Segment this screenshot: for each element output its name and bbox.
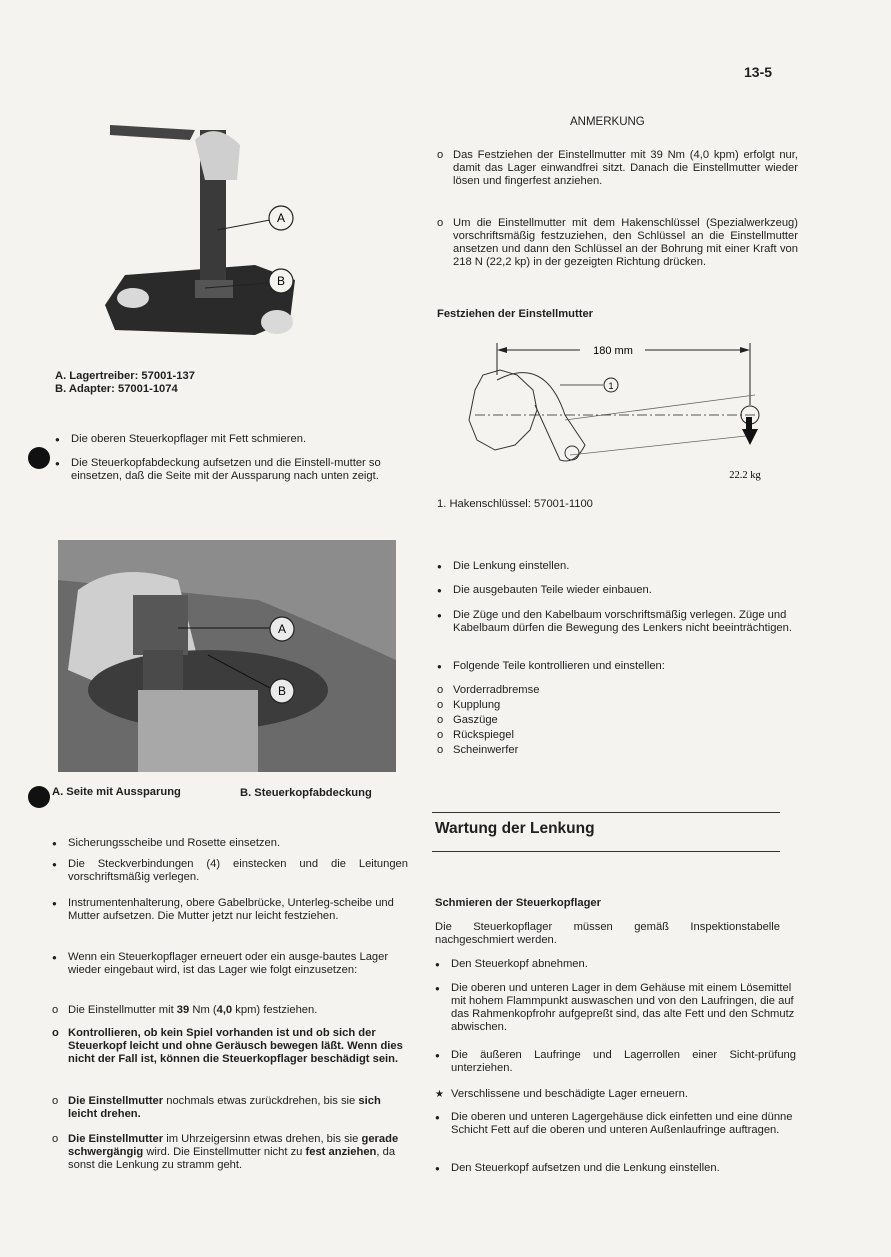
intro-text: Die Steuerkopflager müssen gemäß Inspektionstabelle nachgeschmiert werden. <box>435 921 780 946</box>
binding-hole-mark-2 <box>28 786 50 808</box>
photo2-label-a: A <box>277 622 287 636</box>
step-1-torque: 39 <box>176 1004 190 1016</box>
photo1-caption-b: B. Adapter: 57001-1074 <box>55 383 178 395</box>
photo-lagertreiber <box>55 120 295 355</box>
left-bullet-2: ● Die Steuerkopfabdeckung aufsetzen und die Einstell-mutter so einsetzen, daß die Seite mit der Aussparung nach unten zeigt. <box>55 457 409 483</box>
step-1-text: Die Einstellmutter mit <box>68 1004 177 1016</box>
step-1-end: kpm) festziehen. <box>232 1004 318 1016</box>
step-4 <box>52 1133 408 1172</box>
maint-bullet-3: ● Die äußeren Laufringe und Lagerrollen einer Sicht-prüfung unterziehen. <box>435 1049 796 1075</box>
check-item-3: o Gaszüge <box>437 714 498 727</box>
step-1-kpm: 4,0 <box>216 1004 233 1016</box>
check-item-2: o Kupplung <box>437 699 500 712</box>
diagram-caption: 1. Hakenschlüssel: 57001-1100 <box>437 498 593 510</box>
step-4-bold2: fest anziehen <box>305 1146 377 1158</box>
right-bullet-4: ● Folgende Teile kontrollieren und einstellen: <box>437 660 798 673</box>
left-bullet-3: ● Sicherungsscheibe und Rosette einsetzen. <box>52 837 408 850</box>
left-bullet-4: ● Die Steckverbindungen (4) einstecken und die Leitungen vorschriftsmäßig verlegen. <box>52 858 408 884</box>
step-3-end: sich leicht drehen. <box>68 1095 381 1120</box>
final-bullet-1: ● Die oberen und unteren Lagergehäuse dick einfetten und eine dünne Schicht Fett auf die oberen und unteren Außenlaufringe auftragen. <box>435 1111 796 1137</box>
section-rule-top <box>432 812 780 813</box>
photo2-caption-a: A. Seite mit Aussparung <box>52 786 181 798</box>
step-3-text: nochmals etwas zurückdrehen, bis sie <box>163 1095 359 1107</box>
photo1-caption <box>55 370 355 396</box>
step-3-lead: Die Einstellmutter <box>68 1095 164 1107</box>
final-bullet-2: ● Den Steuerkopf aufsetzen und die Lenkung einstellen. <box>435 1162 796 1175</box>
diagram-dimension: 180 mm <box>593 345 633 357</box>
diagram-callout: 1 <box>608 381 614 391</box>
step-4-text2: wird. Die Einstellmutter nicht zu <box>143 1146 306 1158</box>
section-title: Wartung der Lenkung <box>435 820 595 837</box>
photo1-caption-a: A. Lagertreiber: 57001-137 <box>55 370 195 382</box>
photo1-label-a: A <box>276 211 286 225</box>
step-4-bold: gerade schwergängig <box>68 1133 399 1158</box>
step-1 <box>52 1004 408 1017</box>
left-bullet-6: ● Wenn ein Steuerkopflager erneuert oder ein ausge-bautes Lager wieder eingebaut wird, ist das Lager wie folgt einzusetzen: <box>52 951 408 977</box>
maint-bullet-2: ● Die oberen und unteren Lager in dem Gehäuse mit einem Lösemittel mit hohem Flammpunkt auswaschen und von den Laufringen, die auf das Rahmenkopfrohr aufgepreßt sind, das alte Fett und den Schmutz abwischen. <box>435 982 796 1034</box>
diagram-force: 22.2 kg <box>729 470 761 481</box>
photo2-caption-b: B. Steuerkopfabdeckung <box>240 787 372 799</box>
note-1: o Das Festziehen der Einstellmutter mit 39 Nm (4,0 kpm) erfolgt nur, damit das Lager einwandfrei sitzt. Danach die Einstellmutter wieder lösen und fingerfest anziehen. <box>437 149 798 188</box>
note-2: o Um die Einstellmutter mit dem Hakenschlüssel (Spezialwerkzeug) vorschriftsmäßig festzuziehen, den Schlüssel an die Einstellmutter ansetzen und dann den Schlüssel an der Bohrung mit einer Kraft von 218 N (22,2 kp) in der gezeigten Richtung drücken. <box>437 217 798 269</box>
check-item-5: o Scheinwerfer <box>437 744 518 757</box>
step-4-lead: Die Einstellmutter <box>68 1133 164 1145</box>
page-number: 13-5 <box>744 64 773 80</box>
step-3 <box>52 1095 408 1121</box>
left-bullet-1: ● Die oberen Steuerkopflager mit Fett schmieren. <box>55 433 409 446</box>
right-bullet-3: ● Die Züge und den Kabelbaum vorschriftsmäßig verlegen. Züge und Kabelbaum dürfen die Bewegung des Lenkers nicht beeinträchtigen. <box>437 609 798 635</box>
star-item: ★ Verschlissene und beschädigte Lager erneuern. <box>435 1088 796 1101</box>
diagram-title: Festziehen der Einstellmutter <box>437 308 594 320</box>
step-1-unit: Nm ( <box>189 1004 217 1016</box>
right-bullet-1: ● Die Lenkung einstellen. <box>437 560 798 573</box>
photo-steuerkopfabdeckung <box>58 540 396 772</box>
photo2-label-b: B <box>277 684 287 698</box>
step-4-text: im Uhrzeigersinn etwas drehen, bis sie <box>163 1133 362 1145</box>
step-2: o Kontrollieren, ob kein Spiel vorhanden ist und ob sich der Steuerkopf leicht und ohne Geräusch bewegen läßt. Wenn dies nicht der Fall ist, können die Steuerkopflager beschädigt sein. <box>52 1027 408 1066</box>
right-bullet-2: ● Die ausgebauten Teile wieder einbauen. <box>437 584 798 597</box>
binding-hole-mark <box>28 447 50 469</box>
subsection-title: Schmieren der Steuerkopflager <box>435 897 602 909</box>
wrench-diagram <box>455 335 775 485</box>
step-4-end: , da sonst die Lenkung zu stramm geht. <box>68 1146 396 1171</box>
maint-bullet-1: ● Den Steuerkopf abnehmen. <box>435 958 796 971</box>
check-item-4: o Rückspiegel <box>437 729 514 742</box>
section-rule-bottom <box>432 851 780 852</box>
photo1-label-b: B <box>276 274 286 288</box>
note-heading: ANMERKUNG <box>570 116 645 128</box>
left-bullet-5: ● Instrumentenhalterung, obere Gabelbrücke, Unterleg-scheibe und Mutter aufsetzen. Die Mutter jetzt nur leicht festziehen. <box>52 897 408 923</box>
check-item-1: o Vorderradbremse <box>437 684 539 697</box>
